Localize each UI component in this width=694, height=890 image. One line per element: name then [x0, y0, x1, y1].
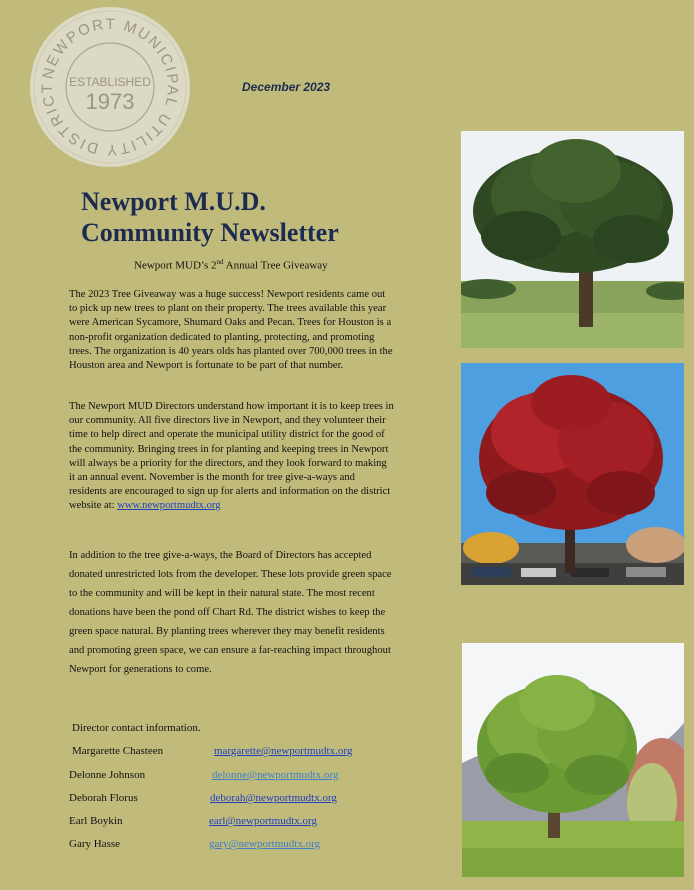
contact-email-link[interactable]: margarette@newportmudtx.org: [214, 745, 353, 757]
contact-row: [69, 815, 409, 831]
paragraph-tree-giveaway: The 2023 Tree Giveaway was a huge success! Newport residents came out to pick up new trees to plant on their property. The trees available this year were American Sycamore, Shumard Oaks and Pecan. Trees for Houston is a non-profit organization dedicated to planting, protecting, and promoting trees. The organization is 40 years olds has planted over 700,000 trees in the Houston area and Newport is fortunate to be part of that number.: [69, 289, 393, 372]
subtitle-superscript: nd: [216, 258, 224, 266]
district-seal: [30, 5, 190, 170]
newsletter-date: December 2023: [242, 80, 331, 94]
subtitle-text-end: Annual Tree Giveaway: [223, 259, 328, 272]
subtitle-text: Newport MUD’s 2: [134, 259, 217, 272]
seal-year: 1973: [85, 89, 135, 114]
title-line-2: Community Newsletter: [81, 218, 339, 247]
contact-email-link[interactable]: delonne@newportmudtx.org: [212, 769, 339, 781]
oak-tree-hill-photo: [462, 643, 684, 877]
contacts-heading: Director contact information.: [72, 722, 201, 734]
contact-name: Margarette Chasteen: [72, 745, 164, 757]
paragraph-directors-text: The Newport MUD Directors understand how important it is to keep trees in our community. All five directors live in Newport, and they volunteer their time to help direct and operate the municipal utility district for the good of the community. Bringing trees in for planting and keeping trees in Newport will always be a priority for the directors, and they look forward to making it an annual event. November is the month for tree give-a-ways and residents are encouraged to sign up for alerts and information on the district website at:: [69, 401, 394, 512]
contact-name: Gary Hasse: [69, 838, 121, 850]
article-subtitle: [134, 258, 328, 272]
red-oak-tree-photo: [461, 363, 684, 585]
contact-email-link[interactable]: gary@newportmudtx.org: [209, 838, 321, 850]
paragraph-directors: [69, 400, 395, 514]
contact-email-link[interactable]: deborah@newportmudtx.org: [210, 792, 337, 804]
contact-name: Deborah Florus: [69, 792, 138, 804]
seal-outer-text: NEWPORT MUNICIPAL UTILITY DISTRICT: [38, 15, 182, 159]
seal-established: ESTABLISHED: [69, 75, 151, 89]
contact-row: [69, 769, 409, 785]
contact-row: [69, 792, 409, 808]
website-link[interactable]: www.newportmudtx.org: [117, 500, 221, 512]
contact-name: Earl Boykin: [69, 815, 123, 827]
oak-tree-photo: [461, 131, 684, 348]
title-line-1: Newport M.U.D.: [81, 187, 266, 216]
contact-row: [69, 838, 409, 854]
contact-name: Delonne Johnson: [69, 769, 146, 781]
contact-email-link[interactable]: earl@newportmudtx.org: [209, 815, 317, 827]
paragraph-green-space: In addition to the tree give-a-ways, the Board of Directors has accepted donated unrestricted lots from the developer. These lots provide green space to the community and will be kept in their natural state. The most recent donations have been the pond off Chart Rd. The district wishes to keep the green space natural. By planting trees wherever they may benefit residents and promoting green space, we can ensure a far-reaching impact throughout Newport for generations to come.: [69, 550, 392, 675]
contact-row: [69, 745, 409, 761]
newsletter-title: [81, 186, 339, 248]
